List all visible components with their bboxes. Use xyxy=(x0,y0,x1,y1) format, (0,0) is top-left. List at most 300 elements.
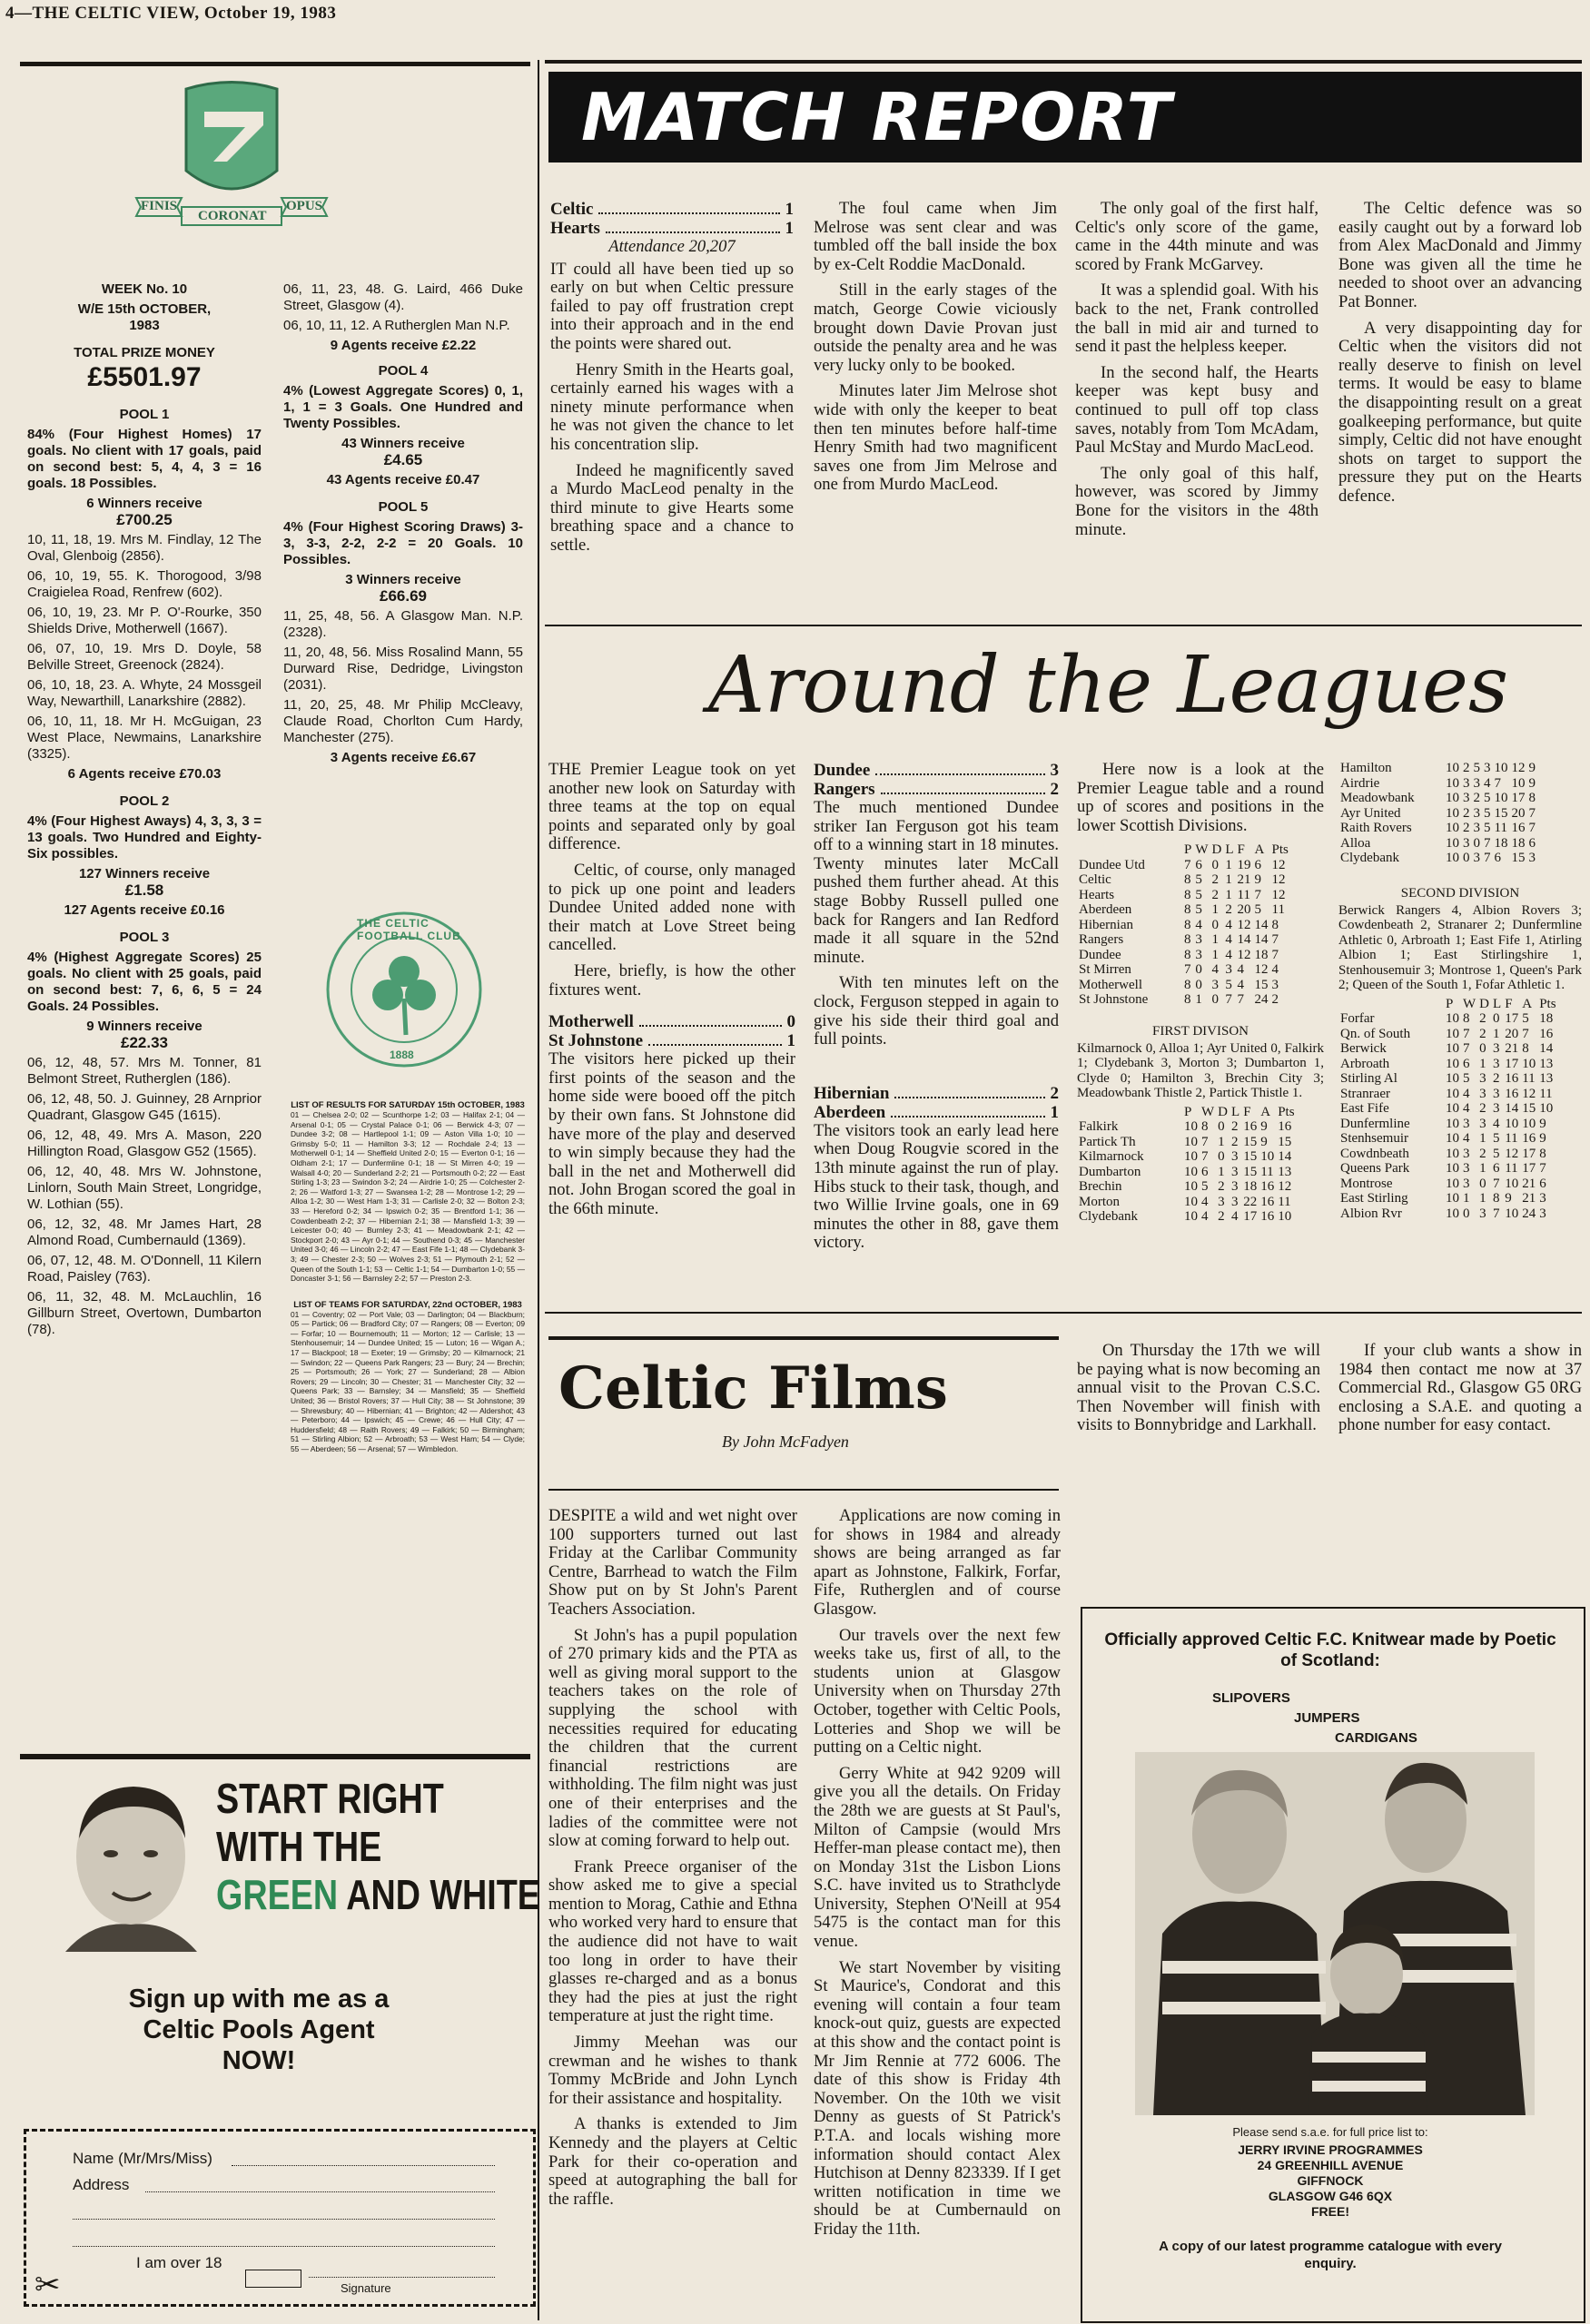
stat-cell: 2 xyxy=(1231,1119,1239,1135)
stat-cell: 10 xyxy=(1539,1101,1554,1116)
stat-cell: 8 xyxy=(1184,932,1191,948)
films-column-3 xyxy=(1077,1342,1320,1623)
stat-cell: 2 xyxy=(1211,872,1220,888)
stat-cell: 4 xyxy=(1237,977,1245,992)
stat-cell: 16 xyxy=(1243,1119,1258,1135)
stat-cell: 7 xyxy=(1484,835,1491,851)
table-header-cell: F xyxy=(1243,1104,1251,1119)
stat-cell: 10 xyxy=(1446,761,1459,775)
stat-cell: 4 xyxy=(1201,1209,1209,1225)
leagues-column-1 xyxy=(548,761,795,1305)
pool1-winner: 06, 10, 11, 18. Mr H. McGuigan, 23 West Place, Newmains, Lanarkshire (3325). xyxy=(27,714,262,762)
match-paragraph: IT could all have been tied up so early on but when Celtic pressure failed to pay off frustration crept into their approach and in the end the points were shared out. xyxy=(550,259,794,353)
stat-cell: 3 xyxy=(1473,821,1480,835)
films-paragraph: Jimmy Meehan was our crewman and he wishes to thank Tommy McBride and John Lynch for their assistance and hospitality. xyxy=(548,2033,797,2108)
stat-cell: 10 xyxy=(1511,775,1526,791)
stat-cell: 8 xyxy=(1528,791,1536,805)
coupon-address-field[interactable] xyxy=(145,2191,495,2192)
table-row xyxy=(1077,978,1290,993)
match-paragraph: In the second half, the Hearts keeper was kept busy and continued to pull off top class saves, notably from Tom McAdam, Paul McStay and Murdo MacLeod. xyxy=(1075,362,1318,458)
stat-cell: 3 xyxy=(1493,1101,1500,1116)
stat-cell: 10 xyxy=(1446,1086,1459,1101)
pool2-title: POOL 2 xyxy=(119,793,170,809)
pool3-winner: 06, 11, 32, 48. M. McLauchlin, 16 Gillburn Street, Overtown, Dumbarton (78). xyxy=(27,1289,262,1337)
stat-cell: 10 xyxy=(1446,791,1459,805)
table-header-cell: W xyxy=(1201,1104,1215,1119)
match-report-title: MATCH REPORT xyxy=(581,79,1173,155)
fixture-hibernian xyxy=(814,1084,1059,1103)
films-paragraph: On Thursday the 17th we will be paying what is now becoming an annual visit to the Provan C.S.C. Then November will finish with visits to Bonnybridge and Larkhall. xyxy=(1077,1341,1320,1435)
pool3-text: 4% (Highest Aggregate Scores) 25 goals. No client with 25 goals, paid on second best: 7, 6, 6, 5 = 24 Goals. 24 Possibles. xyxy=(27,950,262,1014)
team-name-cell: Dundee xyxy=(1079,947,1121,962)
stat-cell: 1 xyxy=(1225,872,1232,888)
stat-cell: 8 xyxy=(1184,947,1191,962)
stat-cell: 0 xyxy=(1463,1206,1470,1221)
stat-cell: 8 xyxy=(1201,1119,1209,1135)
team-name-cell: Cowdnbeath xyxy=(1340,1146,1409,1161)
stat-cell: 17 xyxy=(1511,791,1526,805)
stat-cell: 12 xyxy=(1271,857,1286,872)
pool5-agents: 3 Agents receive £6.67 xyxy=(330,750,477,765)
team-name-cell: Dundee Utd xyxy=(1079,857,1145,872)
stat-cell: 3 xyxy=(1463,775,1470,791)
stat-cell: 0 xyxy=(1195,962,1202,978)
stat-cell: 1 xyxy=(1463,1191,1470,1206)
pool3-winner: 06, 12, 48, 57. Mrs M. Tonner, 81 Belmont Street, Rutherglen (186). xyxy=(27,1055,262,1087)
stat-cell: 13 xyxy=(1278,1164,1292,1179)
stat-cell: 15 xyxy=(1494,805,1508,821)
match-score-home xyxy=(550,200,794,219)
stat-cell: 3 xyxy=(1473,775,1480,791)
pool5-winner: 11, 25, 48, 56. A Glasgow Man. N.P. (2328). xyxy=(283,608,523,640)
match-paragraph: Henry Smith in the Hearts goal, certainly earned his wages with a ninety minute performance when he was not given the chance to let his concentration slip. xyxy=(550,359,794,454)
agent-photo xyxy=(56,1770,202,1952)
films-paragraph: We start November by visiting St Maurice's, Condorat and this evening will contain a four team knock-out quiz, guests are expected at this show and the contact point is Mr Jim Rennie at 772 6006. The date of this show is Friday 4th November. On the 10th we visit Denny as guests of St Patrick's P.T.A. and locals wishing more information should contact Alex Hutchison at Denny 823339. If I get written notification in time we should be at Cumbernauld on Friday the 11th. xyxy=(814,1957,1061,2239)
stat-cell: 0 xyxy=(1493,1011,1500,1026)
stat-cell: 15 xyxy=(1243,1149,1258,1165)
team-name-cell: Partick Th xyxy=(1079,1134,1136,1149)
stat-cell: 17 xyxy=(1522,1161,1536,1176)
scissors-icon: ✂ xyxy=(35,2267,61,2303)
table-header-cell: A xyxy=(1254,842,1265,858)
fixture-team: Dundee xyxy=(814,761,871,780)
coupon-age-label: I am over 18 xyxy=(136,2254,222,2271)
team-name-cell: Forfar xyxy=(1340,1011,1375,1026)
films-byline: By John McFadyen xyxy=(722,1433,849,1451)
stat-cell: 6 xyxy=(1493,1161,1500,1176)
stat-cell: 3 xyxy=(1195,947,1202,962)
match-attendance: Attendance 20,207 xyxy=(608,237,736,256)
pool4-agents: 43 Agents receive £0.47 xyxy=(326,472,480,487)
table-header-row xyxy=(1077,842,1290,858)
stat-cell: 15 xyxy=(1278,1134,1292,1149)
table-header-cell xyxy=(1338,997,1444,1012)
stat-cell: 16 xyxy=(1260,1194,1275,1209)
stat-cell: 9 xyxy=(1539,1116,1546,1131)
stat-cell: 0 xyxy=(1473,835,1480,851)
stat-cell: 21 xyxy=(1505,1041,1519,1056)
team-name-cell: Berwick xyxy=(1340,1041,1387,1056)
results-lists xyxy=(291,1100,525,1740)
stat-cell: 16 xyxy=(1260,1179,1275,1195)
pool5-text: 4% (Four Highest Scoring Draws) 3-3, 3-3, 2-2, 2-2 = 20 Goals. 10 Possibles. xyxy=(283,519,523,567)
table-header-cell: D xyxy=(1218,1104,1229,1119)
address-line: 24 GREENHILL AVENUE xyxy=(1257,2158,1404,2172)
stat-cell: 10 xyxy=(1446,821,1459,835)
premier-league-table xyxy=(1077,842,1290,1008)
match-score-away xyxy=(550,219,794,238)
table-row xyxy=(1338,1161,1558,1177)
fixture-score: 3 xyxy=(1050,761,1059,780)
stat-cell: 10 xyxy=(1446,1191,1459,1206)
results-title: LIST OF RESULTS FOR SATURDAY 15th OCTOBER, 1983 xyxy=(291,1100,525,1110)
team-name-cell: Kilmarnock xyxy=(1079,1149,1144,1165)
table-row xyxy=(1338,1011,1558,1027)
stat-cell: 10 xyxy=(1446,1206,1459,1221)
stat-cell: 8 xyxy=(1184,977,1191,992)
stat-cell: 7 xyxy=(1522,1026,1529,1041)
stat-cell: 10 xyxy=(1494,761,1508,775)
stat-cell: 8 xyxy=(1184,872,1191,888)
pool4-amount: £4.65 xyxy=(383,451,423,468)
logo-word-1: FINIS xyxy=(141,199,178,213)
stat-cell: 3 xyxy=(1463,1176,1470,1191)
stat-cell: 3 xyxy=(1493,1056,1500,1071)
match-paragraph: Still in the early stages of the match, George Cowie viciously brought down Davie Provan just outside the penalty area and he was very lucky only to be booked. xyxy=(814,281,1057,375)
fixture-score: 1 xyxy=(1050,1102,1059,1122)
table-row xyxy=(1338,1041,1558,1057)
team-name-cell: Montrose xyxy=(1340,1176,1393,1191)
films-paragraph: If your club wants a show in 1984 then contact me now at 37 Commercial Rd., Glasgow G5 0RG enclosing a S.A.E. and quoting a phone number for easy contact. xyxy=(1338,1341,1582,1435)
stat-cell: 5 xyxy=(1463,1071,1470,1086)
table-header-cell: L xyxy=(1493,996,1502,1011)
leagues-column-2 xyxy=(814,761,1059,1305)
pool3-winner: 06, 12, 40, 48. Mrs W. Johnstone, Linlorn, South Main Street, Longridge, W. Lothian (55). xyxy=(27,1164,262,1212)
table-header-cell: Pts xyxy=(1271,842,1289,858)
fixture-score: 2 xyxy=(1050,780,1059,799)
stat-cell: 5 xyxy=(1473,761,1480,775)
first-division-table-cont xyxy=(1338,761,1537,866)
team-name-cell: Ayr United xyxy=(1340,805,1401,821)
stat-cell: 12 xyxy=(1511,761,1526,775)
section-divider xyxy=(545,625,1582,626)
stat-cell: 3 xyxy=(1231,1164,1239,1179)
pool3-winners: 9 Winners receive xyxy=(86,1019,202,1034)
team-1-name: Celtic xyxy=(550,200,594,219)
fixture-aberdeen xyxy=(814,1103,1059,1122)
stat-cell: 5 xyxy=(1225,977,1232,992)
table-row xyxy=(1077,1135,1297,1150)
stat-cell: 10 xyxy=(1505,1206,1519,1221)
knitwear-item: CARDIGANS xyxy=(1335,1730,1417,1746)
second-division-table xyxy=(1338,997,1558,1222)
match-paragraph: The Celtic defence was so easily caught out by a forward lob from Alex MacDonald and Jimmy Bone was given all the time he needed to shoot over an advancing Pat Bonner. xyxy=(1338,199,1582,311)
team-name-cell: Hibernian xyxy=(1079,917,1133,932)
total-prize-label: TOTAL PRIZE MONEY xyxy=(74,345,215,360)
stat-cell: 9 xyxy=(1260,1134,1268,1149)
team-name-cell: Alloa xyxy=(1340,835,1371,851)
stat-cell: 10 xyxy=(1494,791,1508,805)
match-column-4 xyxy=(1338,200,1582,617)
ad-green-word: GREEN xyxy=(216,1871,339,1918)
films-paragraph: Our travels over the next few weeks take us, first of all, to the students union at Glasgow University when on Thursday 27th October, together with Celtic Pools, Lotteries and Shop we will be putting on a Celtic night. xyxy=(814,1625,1061,1758)
stat-cell: 16 xyxy=(1511,821,1526,835)
stat-cell: 11 xyxy=(1522,1071,1536,1086)
stat-cell: 1 xyxy=(1479,1056,1486,1071)
leagues-title: Around the Leagues xyxy=(708,640,1509,731)
coupon-age-checkbox[interactable] xyxy=(245,2270,301,2288)
films-paragraph: A thanks is extended to Jim Kennedy and the players at Celtic Park for their co-operation and speed at autographing the ball for the raffle. xyxy=(548,2114,797,2209)
table-header-cell: A xyxy=(1260,1104,1271,1119)
stat-cell: 2 xyxy=(1463,761,1470,775)
pool1-winners: 6 Winners receive xyxy=(86,496,202,511)
team-name-cell: East Fife xyxy=(1340,1101,1389,1116)
table-header-cell: D xyxy=(1211,842,1222,858)
table-row xyxy=(1077,1119,1297,1135)
coupon-address-label: Address xyxy=(73,2176,130,2193)
coupon-address-field-2[interactable] xyxy=(73,2219,495,2220)
films-paragraph: St John's has a pupil population of 270 primary kids and the PTA as well as giving moral support to the teachers takes on the role of supplying the school with necessities required for educating the children that the current financial restrictions are withholding. The film night was just one of their enterprises and the ladies of the committee were not slow at coming forward to help out. xyxy=(548,1625,797,1851)
stat-cell: 9 xyxy=(1254,872,1262,888)
match-paragraph: The only goal of the first half, Celtic's only score of the game, came in the 44th minute and was scored by Frank McGarvey. xyxy=(1075,199,1318,274)
fixture-score: 1 xyxy=(786,1031,795,1051)
table-row xyxy=(1338,761,1537,776)
stat-cell: 4 xyxy=(1493,1116,1500,1131)
week-ending: W/E 15th OCTOBER, xyxy=(77,301,212,317)
fixture-report: The visitors here picked up their first points of the season and the home side were booed off the pitch by their own fans. St Johnstone did have more of the play and deserved to win simply because they had the ball in the net and Motherwell did not. John Brogan scored the goal in the 66th minute. xyxy=(548,1049,795,1218)
stat-cell: 8 xyxy=(1271,917,1279,932)
stat-cell: 2 xyxy=(1231,1134,1239,1149)
fixture-team: Aberdeen xyxy=(814,1102,886,1122)
stat-cell: 4 xyxy=(1225,947,1232,962)
stat-cell: 3 xyxy=(1463,1146,1470,1161)
stat-cell: 15 xyxy=(1522,1101,1536,1116)
stat-cell: 22 xyxy=(1243,1194,1258,1209)
agent-portrait-icon xyxy=(56,1770,202,1952)
team-name-cell: Brechin xyxy=(1079,1179,1122,1195)
stat-cell: 10 xyxy=(1522,1116,1536,1131)
stat-cell: 17 xyxy=(1505,1056,1519,1071)
films-paragraph: DESPITE a wild and wet night over 100 supporters turned out last Friday at the Carlibar Community Centre, Barrhead to watch the Film Show put on by St John's Parent Teachers Association. xyxy=(548,1506,797,1619)
pool3-winner: 06, 11, 23, 48. G. Laird, 466 Duke Street, Glasgow (4). xyxy=(283,281,523,313)
match-paragraph: The foul came when Jim Melrose was sent clear and was tumbled off the ball inside the box by ex-Celt Roddie MacDonald. xyxy=(814,199,1057,274)
team-name-cell: St Johnstone xyxy=(1079,992,1149,1008)
team-name-cell: Hearts xyxy=(1079,887,1115,902)
knitwear-item: SLIPOVERS xyxy=(1212,1690,1290,1706)
stat-cell: 0 xyxy=(1463,851,1470,865)
films-paragraph: Frank Preece organiser of the show asked me to give a special mention to Morag, Cathie and Ethna who worked very hard to ensure that the audience did not have to wait too long in order to have their glasses re-charged and as a bonus they had the pies at just the right temperature at just the right time. xyxy=(548,1856,797,2026)
stat-cell: 20 xyxy=(1505,1026,1519,1041)
stat-cell: 7 xyxy=(1539,1161,1546,1176)
stat-cell: 3 xyxy=(1528,851,1536,865)
stat-cell: 10 xyxy=(1184,1209,1198,1225)
team-name-cell: Clydebank xyxy=(1340,851,1399,865)
stat-cell: 10 xyxy=(1446,1071,1459,1086)
pools-column-2 xyxy=(283,281,523,899)
pool2-text: 4% (Four Highest Aways) 4, 3, 3, 3 = 13 goals. Two Hundred and Eighty-Six possibles. xyxy=(27,813,262,862)
week-number: WEEK No. 10 xyxy=(101,281,188,297)
pool2-winners: 127 Winners receive xyxy=(78,866,211,881)
stat-cell: 16 xyxy=(1505,1086,1519,1101)
stat-cell: 3 xyxy=(1463,1161,1470,1176)
stat-cell: 12 xyxy=(1271,887,1286,902)
stat-cell: 9 xyxy=(1260,1119,1268,1135)
films-column-1 xyxy=(548,1507,797,2315)
fixture-score: 2 xyxy=(1050,1083,1059,1103)
stat-cell: 6 xyxy=(1528,835,1536,851)
match-paragraph: Minutes later Jim Melrose shot wide with only the keeper to beat then ten minutes before half-time Henry Smith had two magnificent saves one from Jim Melrose and one from Murdo MacLeod. xyxy=(814,381,1057,495)
column-divider xyxy=(538,60,539,2320)
pool2-amount: £1.58 xyxy=(124,881,164,899)
first-division-results: Kilmarnock 0, Alloa 1; Ayr United 0, Falkirk 1; Clydebank 3, Morton 3; Dumbarton 1, Clyde 0; Hamilton 3, Brechin City 3; Meadowbank Thistle 2, Partick Thistle 1. xyxy=(1077,1040,1324,1101)
ad-line-2: WITH THE xyxy=(216,1823,382,1870)
coupon-address-field-3[interactable] xyxy=(73,2246,495,2247)
pool1-text: 84% (Four Highest Homes) 17 goals. No client with 17 goals, paid on second best: 5, 4, 4, 3 = 16 goals. 18 Possibles. xyxy=(27,427,262,491)
pool1-winner: 06, 10, 19, 23. Mr P. O'-Rourke, 350 Shields Drive, Motherwell (1667). xyxy=(27,605,262,636)
stat-cell: 7 xyxy=(1225,992,1232,1008)
stat-cell: 5 xyxy=(1195,887,1202,902)
stat-cell: 14 xyxy=(1278,1149,1292,1165)
stat-cell: 4 xyxy=(1237,962,1245,978)
stat-cell: 10 xyxy=(1184,1194,1198,1209)
stat-cell: 4 xyxy=(1463,1086,1470,1101)
stat-cell: 5 xyxy=(1493,1131,1500,1146)
second-division-results: Berwick Rangers 4, Albion Rovers 3; Cowdenbeath 2, Stranarer 2; Dunfermline Athletic 0, Arbroath 1; East Fife 1, Atirling Albion 1; East Stirlingshire 1, Stenhousemuir 3; Montrose 1, Queen's Park 2; Queen of the South 1, Fofar Athletic 1. xyxy=(1338,902,1582,992)
stat-cell: 3 xyxy=(1463,835,1470,851)
pool1-title: POOL 1 xyxy=(119,407,170,422)
pools-column-1 xyxy=(27,281,262,1337)
team-name-cell: Falkirk xyxy=(1079,1119,1119,1135)
stat-cell: 0 xyxy=(1479,1176,1486,1191)
section-divider xyxy=(545,1312,1582,1314)
address-line: GIFFNOCK xyxy=(1297,2173,1364,2188)
teams-text: 01 — Coventry; 02 — Port Vale; 03 — Darlington; 04 — Blackburn; 05 — Partick; 06 — Bradford City; 07 — Rangers; 08 — Everton; 09 — Forfar; 10 — Bournemouth; 11 — Morton; 12 — Carlisle; 13 — Stenhousemuir; 14 — Dundee United; 15 — Luton; 16 — Wigan A.; 17 — Blackpool; 18 — Exeter; 19 — Grimsby; 20 — Kilmarnock; 21 — Swindon; 22 — Queens Park Rangers; 23 — Bury; 24 — Brechin; 25 — Portsmouth; 26 — York; 27 — Sunderland; 28 — Albion Rovers; 29 — Lincoln; 30 — Chester; 31 — Manchester City; 32 — Queens Park; 33 — Barnsley; 34 — Mansfield; 35 — Sheffield United; 36 — Bristol Rovers; 37 — Hull City; 38 — St Johnstone; 39 — Shrewsbury; 40 — Hibernian; 41 — Brighton; 42 — Aldershot; 43 — Peterboro; 44 — Ipswich; 45 — Crewe; 46 — Hull City; 47 — Huddersfield; 48 — Raith Rovers; 49 — Falkirk; 50 — Birmingham; 51 — Stirling Albion; 52 — Arbroath; 53 — West Ham; 54 — Clyde; 55 — Aberdeen; 56 — Arsenal; 57 — Wimbledon. xyxy=(291,1309,525,1453)
top-rule-right xyxy=(545,60,1582,64)
table-intro: Here now is a look at the Premier League table and a round up of scores and positions in the lower Scottish Divisions. xyxy=(1077,760,1324,835)
stat-cell: 10 xyxy=(1446,851,1459,865)
stat-cell: 15 xyxy=(1254,977,1269,992)
stat-cell: 3 xyxy=(1211,977,1220,992)
stat-cell: 1 xyxy=(1225,857,1232,872)
table-row xyxy=(1338,1057,1558,1072)
stat-cell: 2 xyxy=(1473,791,1480,805)
table-row xyxy=(1338,791,1537,806)
stat-cell: 10 xyxy=(1522,1056,1536,1071)
stat-cell: 3 xyxy=(1479,1206,1486,1221)
pool5-amount: £66.69 xyxy=(380,587,427,605)
stat-cell: 17 xyxy=(1505,1011,1519,1026)
leagues-column-4 xyxy=(1338,761,1582,1305)
table-row xyxy=(1077,858,1290,873)
stat-cell: 10 xyxy=(1260,1149,1275,1165)
fixture-team: Hibernian xyxy=(814,1083,890,1103)
table-row xyxy=(1338,836,1537,852)
fixture-report: With ten minutes left on the clock, Ferguson stepped in again to give his side their third goal and full points. xyxy=(814,973,1059,1049)
coupon-signature-field[interactable] xyxy=(309,2277,495,2278)
stat-cell: 11 xyxy=(1237,887,1250,902)
stat-cell: 4 xyxy=(1225,932,1232,948)
team-name-cell: Hamilton xyxy=(1340,761,1392,775)
stat-cell: 0 xyxy=(1211,857,1220,872)
stat-cell: 11 xyxy=(1505,1131,1518,1146)
stat-cell: 1 xyxy=(1479,1191,1486,1206)
pool1-amount: £700.25 xyxy=(116,511,173,528)
stat-cell: 3 xyxy=(1473,805,1480,821)
stat-cell: 4 xyxy=(1463,1131,1470,1146)
stat-cell: 12 xyxy=(1254,962,1269,978)
stat-cell: 15 xyxy=(1511,851,1526,865)
second-division-title: SECOND DIVISION xyxy=(1400,885,1520,901)
table-header-cell: L xyxy=(1225,842,1234,858)
match-report-banner xyxy=(548,72,1582,162)
stat-cell: 11 xyxy=(1271,902,1285,918)
stat-cell: 7 xyxy=(1463,1041,1470,1056)
coupon-name-field[interactable] xyxy=(232,2165,495,2166)
stat-cell: 6 xyxy=(1539,1176,1546,1191)
stat-cell: 14 xyxy=(1539,1041,1554,1056)
table-header-cell: L xyxy=(1231,1104,1240,1119)
stat-cell: 3 xyxy=(1484,761,1491,775)
team-1-score: 1 xyxy=(785,200,794,219)
stat-cell: 1 xyxy=(1211,902,1220,918)
stat-cell: 1 xyxy=(1211,932,1220,948)
stat-cell: 2 xyxy=(1463,805,1470,821)
stat-cell: 12 xyxy=(1522,1086,1536,1101)
stat-cell: 1 xyxy=(1195,992,1202,1008)
address-line: FREE! xyxy=(1311,2204,1349,2219)
table-header-cell xyxy=(1077,1105,1182,1120)
stat-cell: 24 xyxy=(1254,992,1269,1008)
leagues-column-3 xyxy=(1077,761,1324,1305)
stat-cell: 1 xyxy=(1211,947,1220,962)
stat-cell: 7 xyxy=(1484,851,1491,865)
knitwear-item: JUMPERS xyxy=(1294,1710,1360,1726)
fixture-score: 0 xyxy=(786,1012,795,1032)
stat-cell: 0 xyxy=(1211,992,1220,1008)
pools-logo xyxy=(118,71,345,248)
pool1-winner: 06, 10, 18, 23. A. Whyte, 24 Mossgeil Way, Newarthill, Lanarkshire (2882). xyxy=(27,677,262,709)
team-name-cell: Clydebank xyxy=(1079,1209,1138,1225)
table-row xyxy=(1338,1027,1558,1042)
films-paragraph: Gerry White at 942 9209 will give you all the details. On Friday the 28th we are guests at St Paul's, Milton of Campsie (would Mrs Heffer-man please contact me), then on Monday 31st the Lisbon Lions S.C. have invited us to Strathclyde University, Stephen O'Neill at 954 5475 is the contact man for this venue. xyxy=(814,1763,1061,1952)
stat-cell: 5 xyxy=(1195,872,1202,888)
team-name-cell: Motherwell xyxy=(1079,977,1142,992)
stat-cell: 7 xyxy=(1493,1176,1500,1191)
stat-cell: 5 xyxy=(1493,1146,1500,1161)
ad-signup-text: Sign up with me as a Celtic Pools Agent NOW! xyxy=(128,1984,390,2075)
stat-cell: 4 xyxy=(1211,962,1220,978)
stat-cell: 7 xyxy=(1493,1206,1500,1221)
stat-cell: 18 xyxy=(1254,947,1269,962)
stat-cell: 10 xyxy=(1446,1131,1459,1146)
stat-cell: 8 xyxy=(1184,902,1191,918)
logo-word-3: OPUS xyxy=(286,199,323,213)
stat-cell: 1 xyxy=(1479,1131,1486,1146)
stat-cell: 2 xyxy=(1463,821,1470,835)
team-2-name: Hearts xyxy=(550,219,600,238)
teams-title: LIST OF TEAMS FOR SATURDAY, 22nd OCTOBER, 1983 xyxy=(293,1299,522,1310)
badge-text: THE CELTIC FOOTBALL CLUB xyxy=(357,917,461,942)
table-row xyxy=(1077,962,1290,978)
stat-cell: 20 xyxy=(1511,805,1526,821)
stat-cell: 3 xyxy=(1463,791,1470,805)
ad-line-1: START RIGHT xyxy=(216,1775,444,1822)
stat-cell: 9 xyxy=(1528,761,1536,775)
stat-cell: 6 xyxy=(1494,851,1501,865)
pool3-amount: £22.33 xyxy=(121,1034,168,1051)
stat-cell: 7 xyxy=(1184,962,1191,978)
stat-cell: 1 xyxy=(1479,1161,1486,1176)
